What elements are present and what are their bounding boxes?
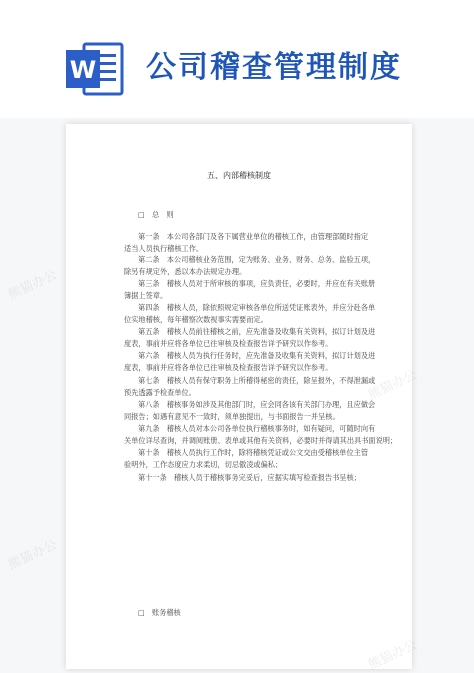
article-line: 第六条 稽核人员为执行任务时，应先准备及收集有关资料，拟订计划及进 [138,351,376,360]
watermark: 熊猫办公 [6,537,60,574]
document-page [6,124,420,673]
svg-text:W: W [69,56,97,84]
article-line-continued: 除另有规定外，悉以本办法规定办理。 [124,267,247,276]
watermark: 熊猫办公 [6,267,60,304]
article-line-continued: 位实地稽核，每年稽察次数视事实需要而定。 [124,315,268,324]
header-banner [0,0,474,118]
article-line-continued: 关单位详尽查询，并调阅账册、表单或其他有关资料，必要时并得请其出具书面说明； [124,436,398,445]
article-line: 第七条 稽核人员有保守职务上所稽得秘密的责任，除呈报外，不得泄漏或 [138,376,376,385]
section-title: 五、内部稽核制度 [207,171,271,180]
word-document-icon [64,40,126,98]
watermark: 熊猫办公 [366,367,420,404]
watermark: 熊猫办公 [366,637,420,673]
article-line: 第五条 稽核人员前往稽核之前，应先准备及收集有关资料，拟订计划及进 [138,327,376,336]
article-line-continued: 度表，事前并应将各单位已往审核及检查报告详予研究以作参考。 [124,339,333,348]
article-line-continued: 预先透露予检查单位。 [124,388,196,397]
general-heading: □ 总 则 [138,210,174,219]
article-line: 第三条 稽核人员对于所审核的事项，应负责任，必要时，并应在有关账册 [138,279,376,288]
article-line-continued: 同报告；如遇有意见不一致时，须单独提出，与书面报告一并呈核。 [124,412,340,421]
article-line: 第十一条 稽核人员于稽核事务完妥后，应据实填写检查报告书呈核； [138,473,361,482]
article-line: 第八条 稽核事务如涉及其他部门时，应会同各该有关部门办理，且应做会 [138,400,376,409]
article-line: 第九条 稽核人员对本公司各单位执行稽核事务时，如有疑问，可随时向有 [138,424,376,433]
article-line: 第四条 稽核人员，除依照规定审核各单位所送凭证账表外，并应分赴各单 [138,303,376,312]
article-line-continued: 验明外，工作态度应力求柔切，切忌傲凌或偏私； [124,460,283,469]
sub-heading: □ 账务稽核 [138,608,181,617]
page-title: 公司稽查管理制度 [146,50,402,85]
article-line: 第十条 稽核人员执行工作时，除将稽核凭证或公文交由受稽核单位主管 [138,448,369,457]
article-line: 第二条 本公司稽核业务范围，定为账务、业务、财务、总务、监验五项， [138,255,376,264]
article-line-continued: 适当人员执行稽核工作。 [124,244,204,253]
article-line-continued: 簿据上签章。 [124,291,168,300]
article-line-continued: 度表，事前并应将各单位已往审核及检查报告详予研究以作参考。 [124,363,333,372]
article-line: 第一条 本公司各部门及各下属营业单位的稽核工作，由管理部随时指定 [138,232,369,241]
